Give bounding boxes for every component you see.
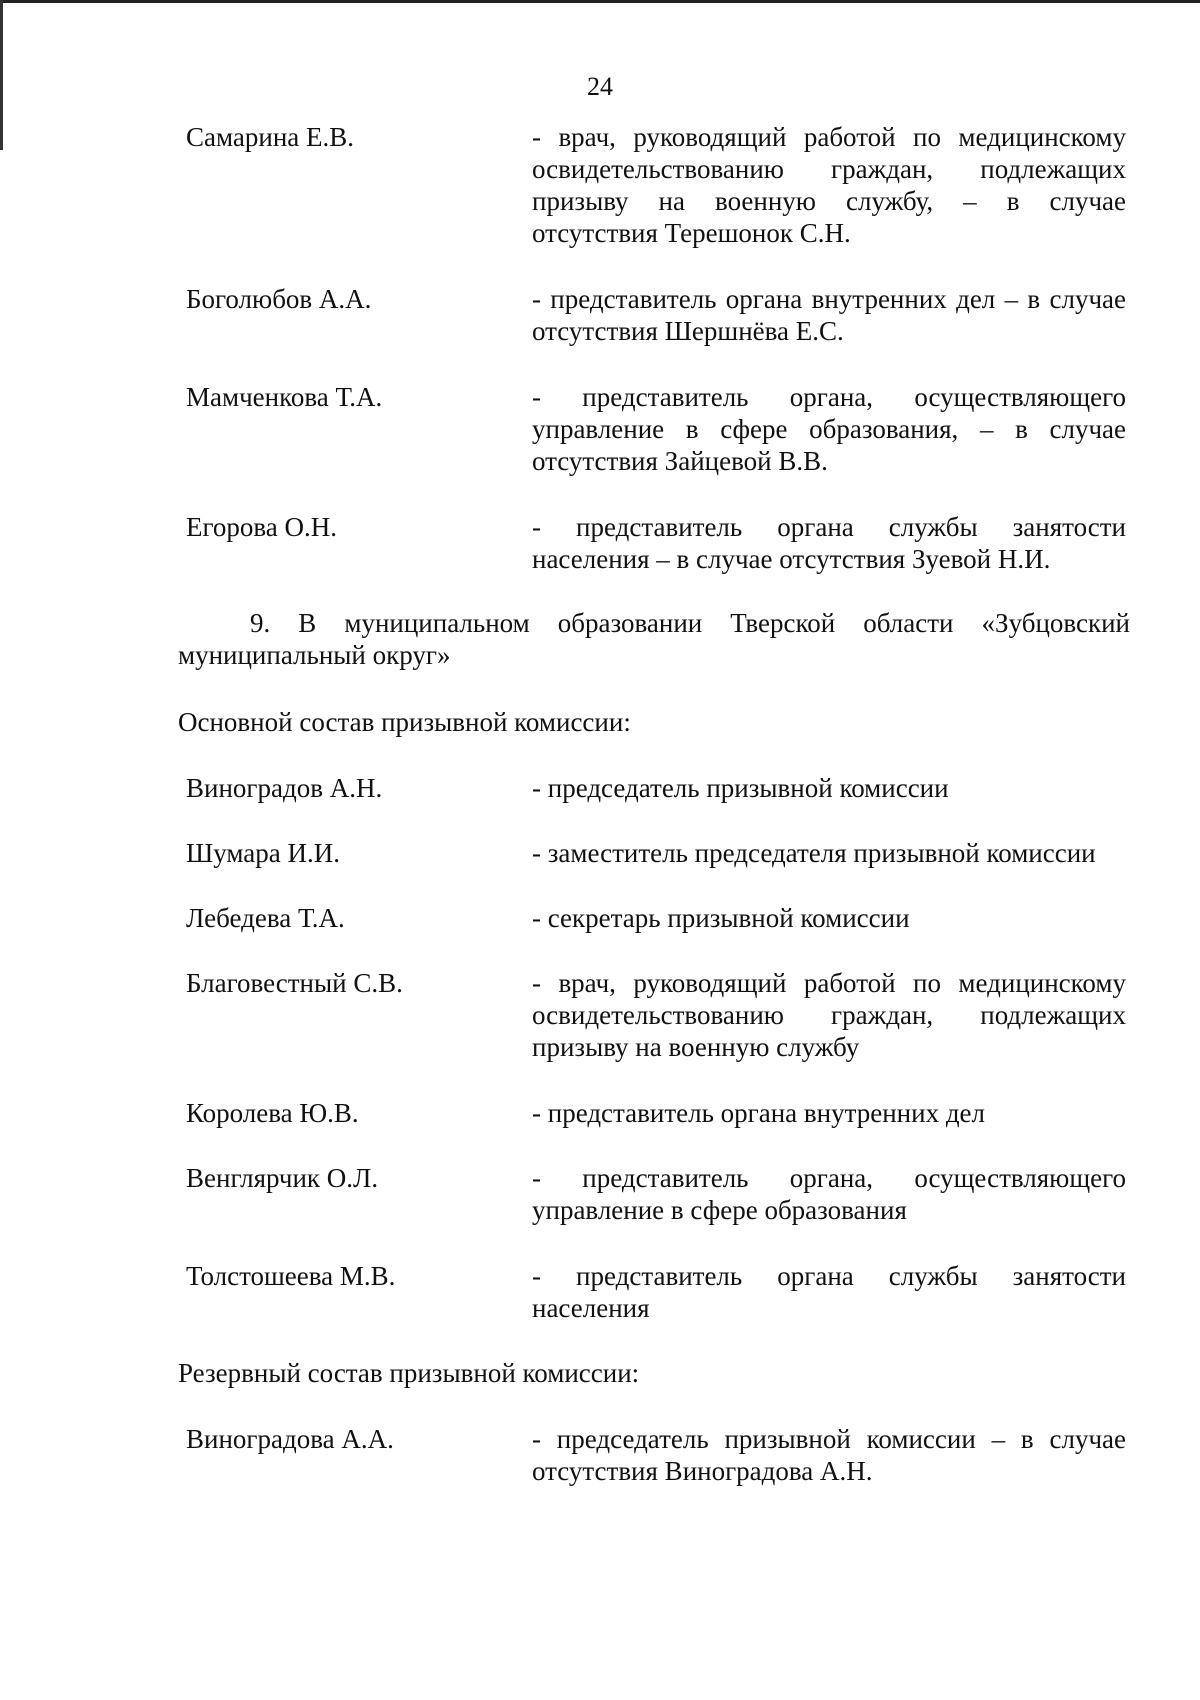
member-name: Толстошеева М.В.: [186, 1261, 396, 1291]
role-line: управление в сфере образования: [532, 1195, 907, 1225]
role-line: освидетельствованию граждан, подлежащих: [532, 1000, 1126, 1030]
member-role: [532, 837, 1126, 869]
page-number: 24: [587, 72, 613, 101]
role-line: населения – в случае отсутствия Зуевой Н.И.: [532, 544, 1051, 574]
member-name: Виноградова А.А.: [186, 1424, 394, 1454]
member-name: Виноградов А.Н.: [186, 773, 383, 803]
member-name: Венглярчик О.Л.: [186, 1163, 379, 1193]
role-line: управление в сфере образования, – в случае: [532, 414, 1126, 444]
role-line: - секретарь призывной комиссии: [532, 903, 910, 933]
role-line: освидетельствованию граждан, подлежащих: [532, 154, 1126, 184]
member-role: [532, 902, 1126, 934]
member-role: [532, 121, 1126, 249]
member-role: [532, 283, 1126, 347]
member-role: [532, 967, 1126, 1063]
role-line: отсутствия Виноградова А.Н.: [532, 1456, 873, 1486]
member-role: [532, 772, 1126, 804]
role-line: отсутствия Шершнёва Е.С.: [532, 316, 844, 346]
role-line: отсутствия Терешонок С.Н.: [532, 218, 851, 248]
main-composition-heading: Основной состав призывной комиссии:: [178, 707, 631, 737]
role-line: населения: [532, 1293, 650, 1323]
member-name: Самарина Е.В.: [186, 122, 355, 152]
role-line: призыву на военную службу, – в случае: [532, 186, 1126, 216]
role-line: призыву на военную службу: [532, 1032, 860, 1062]
role-line: - представитель органа, осуществляющего: [532, 1163, 1126, 1193]
role-line: - представитель органа службы занятости: [532, 1261, 1126, 1291]
member-name: Шумара И.И.: [186, 838, 340, 868]
role-line: - врач, руководящий работой по медицинскому: [532, 122, 1126, 152]
reserve-composition-heading: Резервный состав призывной комиссии:: [178, 1358, 640, 1388]
role-line: - заместитель председателя призывной комиссии: [532, 838, 1096, 868]
member-name: Боголюбов А.А.: [186, 284, 372, 314]
member-name: Лебедева Т.А.: [186, 903, 345, 933]
member-role: [532, 511, 1126, 575]
member-name: Егорова О.Н.: [186, 512, 338, 542]
scan-edge-top: [0, 0, 1200, 3]
member-name: Королева Ю.В.: [186, 1098, 359, 1128]
role-line: отсутствия Зайцевой В.В.: [532, 446, 828, 476]
member-name: Мамченкова Т.А.: [186, 382, 383, 412]
role-line: - врач, руководящий работой по медицинскому: [532, 968, 1126, 998]
member-role: [532, 381, 1126, 477]
member-role: [532, 1260, 1126, 1324]
member-role: [532, 1162, 1126, 1226]
member-role: [532, 1097, 1126, 1129]
role-line: - представитель органа внутренних дел: [532, 1098, 986, 1128]
section-9-line: муниципальный округ»: [178, 640, 451, 670]
section-9-paragraph: [178, 607, 1130, 671]
role-line: - председатель призывной комиссии – в случае: [532, 1424, 1126, 1454]
member-name: Благовестный С.В.: [186, 968, 403, 998]
member-role: [532, 1423, 1126, 1487]
role-line: - представитель органа внутренних дел – в случае: [532, 284, 1126, 314]
section-9-line: 9. В муниципальном образовании Тверской области «Зубцовский: [250, 608, 1130, 638]
role-line: - представитель органа, осуществляющего: [532, 382, 1126, 412]
role-line: - представитель органа службы занятости: [532, 512, 1126, 542]
role-line: - председатель призывной комиссии: [532, 773, 949, 803]
